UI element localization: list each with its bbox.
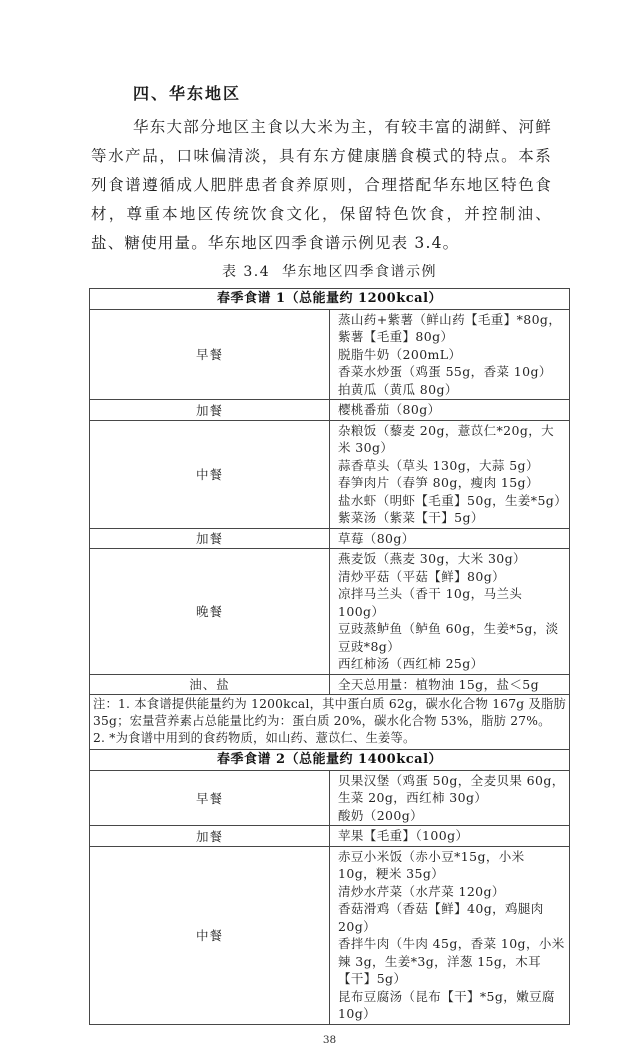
meal-item: 樱桃番茄（80g） bbox=[338, 402, 441, 417]
meal-item: 贝果汉堡（鸡蛋 50g，全麦贝果 60g，生菜 20g，西红柿 30g） bbox=[338, 772, 565, 805]
meal-items bbox=[330, 846, 570, 1024]
meal-item: 香拌牛肉（牛肉 45g，香菜 10g，小米辣 3g，生姜*3g，洋葱 15g，木耳【干】5g） bbox=[338, 936, 565, 986]
meal-item: 燕麦饭（燕麦 30g，大米 30g） bbox=[338, 551, 526, 566]
table-section-header-row bbox=[90, 289, 570, 310]
meal-items bbox=[330, 674, 570, 695]
table-row bbox=[90, 846, 570, 1024]
meal-items bbox=[330, 420, 570, 528]
meal-item: 脱脂牛奶（200mL） bbox=[338, 346, 462, 362]
meal-items bbox=[330, 770, 570, 826]
meal-item: 全天总用量：植物油 15g，盐＜5g bbox=[338, 676, 540, 692]
table-row bbox=[90, 420, 570, 528]
table-row bbox=[90, 770, 570, 826]
meal-label: 油、盐 bbox=[90, 674, 330, 695]
meal-items bbox=[330, 549, 570, 675]
meal-items bbox=[330, 309, 570, 400]
table-section-header-row bbox=[90, 750, 570, 771]
table-section-header: 春季食谱 2（总能量约 1400kcal） bbox=[90, 750, 570, 771]
note-line: 注：1. 本食谱提供能量约为 1200kcal，其中蛋白质 62g，碳水化合物 167g 及脂肪 35g；宏量营养素占总能量比约为：蛋白质 20%，碳水化合物 53%，脂肪 27%。 bbox=[93, 697, 566, 728]
meal-label: 加餐 bbox=[90, 528, 330, 549]
recipe-table bbox=[89, 288, 570, 1025]
recipe-table-body bbox=[90, 289, 570, 1025]
note-line: 2. *为食谱中用到的食药物质，如山药、薏苡仁、生姜等。 bbox=[93, 731, 416, 745]
table-row bbox=[90, 309, 570, 400]
meal-item: 豆豉蒸鲈鱼（鲈鱼 60g，生姜*5g，淡豆豉*8g） bbox=[338, 621, 559, 654]
meal-item: 西红柿汤（西红柿 25g） bbox=[338, 656, 484, 671]
section-heading: 四、华东地区 bbox=[133, 84, 242, 103]
meal-label: 中餐 bbox=[90, 846, 330, 1024]
meal-item: 苹果【毛重】（100g） bbox=[338, 828, 469, 843]
meal-item: 杂粮饭（藜麦 20g，薏苡仁*20g，大米 30g） bbox=[338, 422, 555, 455]
meal-items bbox=[330, 826, 570, 847]
meal-label: 加餐 bbox=[90, 400, 330, 421]
meal-item: 草莓（80g） bbox=[338, 530, 415, 546]
table-row bbox=[90, 674, 570, 695]
table-note bbox=[90, 695, 570, 750]
meal-item: 凉拌马兰头（香干 10g，马兰头 100g） bbox=[338, 586, 523, 619]
meal-item: 紫菜汤（紫菜【干】5g） bbox=[338, 510, 484, 525]
meal-item: 酸奶（200g） bbox=[338, 807, 424, 823]
meal-item: 拍黄瓜（黄瓜 80g） bbox=[338, 381, 458, 397]
meal-items bbox=[330, 528, 570, 549]
meal-label: 晚餐 bbox=[90, 549, 330, 675]
table-row bbox=[90, 826, 570, 847]
table-row bbox=[90, 400, 570, 421]
meal-item: 清炒水芹菜（水芹菜 120g） bbox=[338, 883, 505, 899]
meal-items bbox=[330, 400, 570, 421]
meal-item: 昆布豆腐汤（昆布【干】*5g，嫩豆腐 10g） bbox=[338, 988, 555, 1021]
meal-item: 蒸山药+紫薯（鲜山药【毛重】*80g，紫薯【毛重】80g） bbox=[338, 311, 562, 344]
meal-label: 早餐 bbox=[90, 309, 330, 400]
meal-label: 加餐 bbox=[90, 826, 330, 847]
page-number: 38 bbox=[322, 1033, 337, 1046]
meal-item: 香菇滑鸡（香菇【鲜】40g，鸡腿肉 20g） bbox=[338, 901, 544, 934]
table-section-header: 春季食谱 1（总能量约 1200kcal） bbox=[90, 289, 570, 310]
meal-item: 盐水虾（明虾【毛重】50g，生姜*5g） bbox=[338, 492, 568, 508]
meal-label: 早餐 bbox=[90, 770, 330, 826]
meal-item: 春笋肉片（春笋 80g，瘦肉 15g） bbox=[338, 475, 539, 490]
meal-label: 中餐 bbox=[90, 420, 330, 528]
intro-paragraph: 华东大部分地区主食以大米为主，有较丰富的湖鲜、河鲜等水产品，口味偏清淡，具有东方健康膳食模式的特点。本系列食谱遵循成人肥胖患者食养原则，合理搭配华东地区特色食材，尊重本地区传统饮食文化，保留特色饮食，并控制油、盐、糖使用量。华东地区四季食谱示例见表 3.4。 bbox=[91, 118, 552, 252]
meal-item: 赤豆小米饭（赤小豆*15g，小米 10g，粳米 35g） bbox=[338, 848, 525, 881]
meal-item: 香菜水炒蛋（鸡蛋 55g，香菜 10g） bbox=[338, 364, 552, 379]
table-note-row bbox=[90, 695, 570, 750]
table-row bbox=[90, 549, 570, 675]
table-row bbox=[90, 528, 570, 549]
meal-item: 清炒平菇（平菇【鲜】80g） bbox=[338, 568, 506, 584]
meal-item: 蒜香草头（草头 130g，大蒜 5g） bbox=[338, 457, 539, 473]
table-caption: 表 3.4 华东地区四季食谱示例 bbox=[221, 264, 438, 280]
